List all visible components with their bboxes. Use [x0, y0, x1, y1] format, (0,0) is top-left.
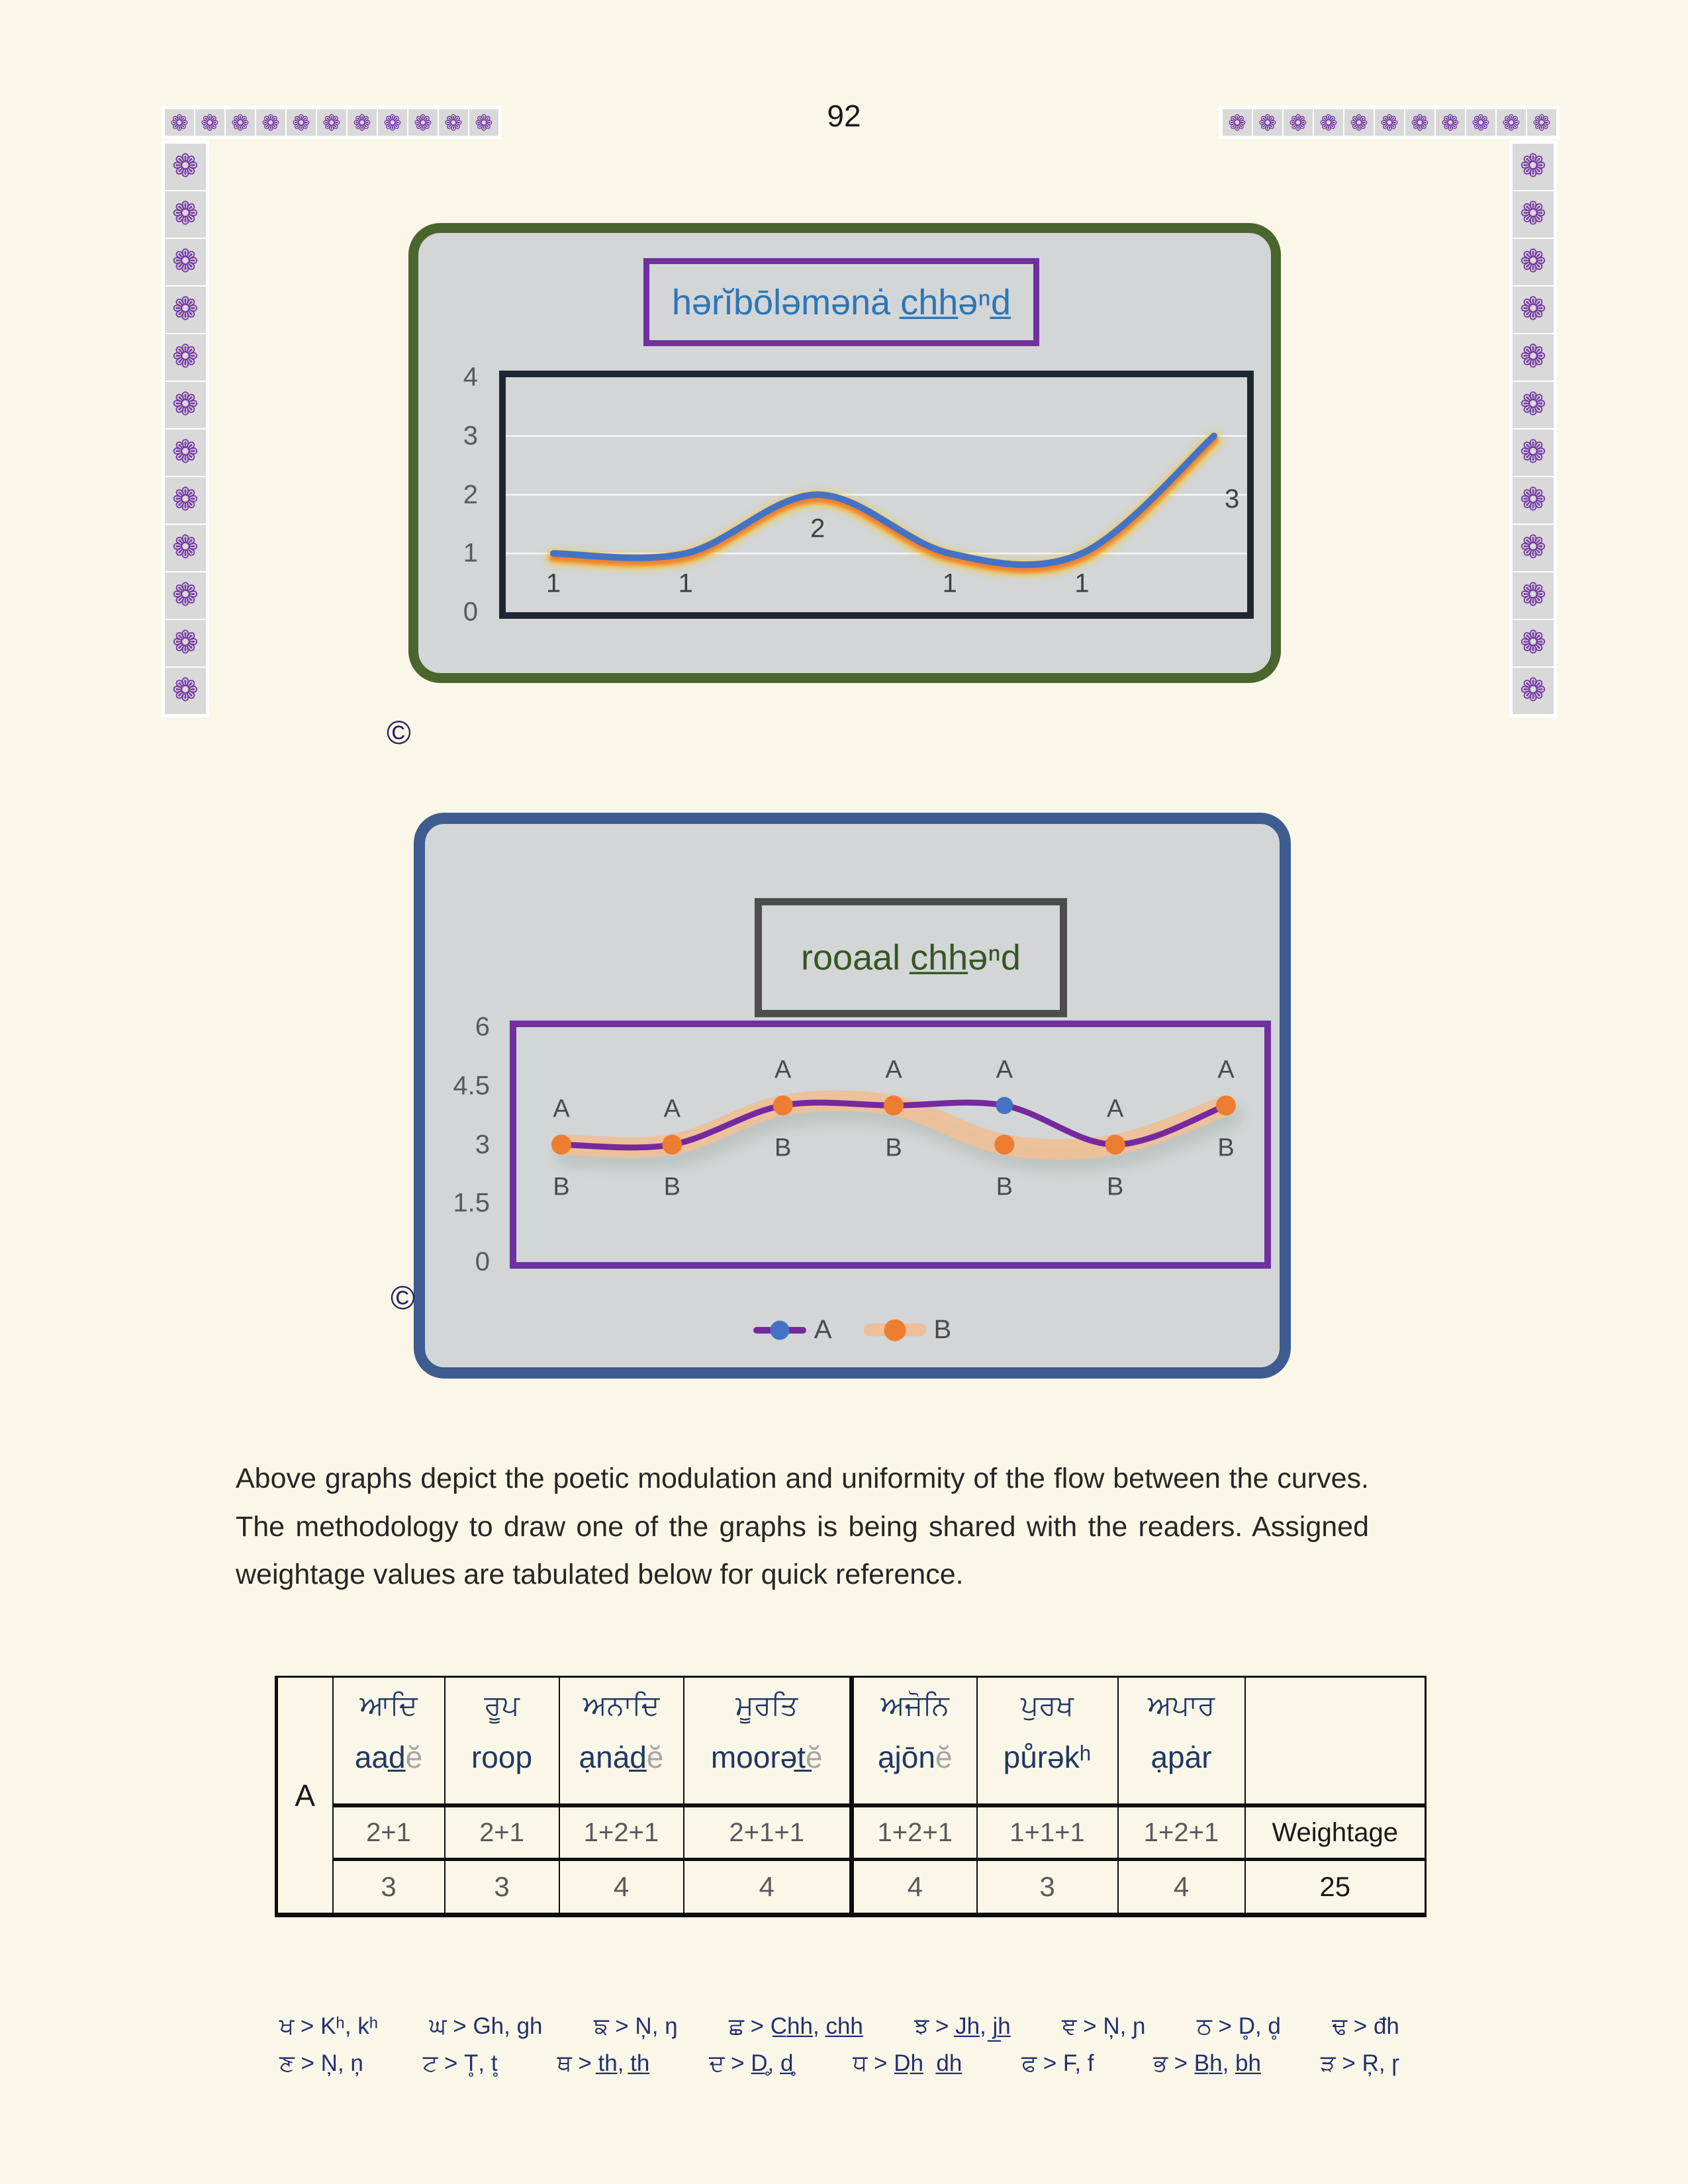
flower-icon: ❁ — [348, 109, 377, 136]
flower-icon: ❁ — [165, 109, 194, 136]
key-entry: ਦ > D̲̥, d̲̥ — [709, 2050, 794, 2076]
weight-expression: 2+1 — [445, 1805, 559, 1860]
flower-icon: ❁ — [1513, 620, 1554, 666]
copyright-symbol: © — [387, 714, 411, 751]
weightage-label: Weightage — [1245, 1805, 1426, 1860]
key-entry: ਙ > N̦, ŋ — [593, 2013, 678, 2039]
gurmukhi-word: ਅਪਾਰ — [1147, 1690, 1215, 1721]
weight-value: 3 — [333, 1860, 445, 1915]
gurmukhi-word: ਪੁਰਖ — [1021, 1690, 1074, 1721]
legend-label-b: B — [933, 1315, 952, 1344]
data-label: 3 — [1225, 484, 1240, 514]
weight-value: 4 — [684, 1860, 852, 1915]
flower-icon: ❁ — [165, 525, 206, 571]
series-glow-inner — [553, 440, 1214, 569]
transliteration: roop — [471, 1740, 533, 1774]
y-axis-tick-label: 0 — [463, 597, 478, 627]
flower-icon: ❁ — [1497, 109, 1526, 136]
legend-item-b — [864, 1315, 952, 1345]
flower-icon: ❁ — [1513, 191, 1554, 238]
series-a-label: A — [885, 1056, 902, 1084]
flower-icon: ❁ — [1513, 668, 1554, 714]
table-header-cell — [977, 1677, 1118, 1806]
chart1-title: hərĭbōləmənȧ c̲h̲h̲əⁿd̲ — [671, 282, 1011, 322]
transliteration: ạnȧd̲ — [579, 1740, 647, 1774]
series-b-label: B — [885, 1134, 902, 1162]
y-axis-tick-label: 4.5 — [453, 1071, 490, 1101]
y-axis-tick-label: 3 — [463, 421, 478, 451]
series-line — [553, 436, 1214, 565]
flower-border-top-left — [162, 106, 502, 139]
series-b-label: B — [1106, 1173, 1124, 1201]
weight-expression: 1+2+1 — [559, 1805, 684, 1860]
flower-icon: ❁ — [1513, 382, 1554, 428]
flower-border-top-right — [1219, 106, 1560, 139]
flower-icon: ❁ — [256, 109, 285, 136]
series-a-label: A — [1217, 1056, 1235, 1084]
flower-icon: ❁ — [1527, 109, 1556, 136]
y-axis-tick-label: 1 — [463, 538, 478, 568]
key-line-1 — [279, 2013, 1399, 2040]
y-axis-tick-label: 0 — [475, 1247, 490, 1277]
key-entry: ਧ > D̲h̲ d̲h̲ — [853, 2050, 962, 2076]
copyright-symbol: © — [391, 1279, 415, 1316]
weight-expression: 1+2+1 — [852, 1805, 977, 1860]
series-b-marker — [773, 1095, 793, 1115]
weight-expression: 1+2+1 — [1118, 1805, 1245, 1860]
key-entry: ਫ > F, f — [1021, 2050, 1094, 2076]
series-a-label: A — [1106, 1095, 1124, 1123]
table-value-row — [277, 1860, 1426, 1915]
flower-icon: ❁ — [378, 109, 407, 136]
flower-icon: ❁ — [165, 334, 206, 381]
key-line-2 — [279, 2050, 1399, 2077]
chart1-y-axis — [418, 362, 487, 627]
legend-item-a — [753, 1315, 832, 1345]
series-b-label: B — [553, 1173, 570, 1201]
data-label: 2 — [810, 514, 825, 543]
key-entry: ਝ > J̲h̲, j̲h̲ — [914, 2013, 1011, 2039]
flower-icon: ❁ — [165, 668, 206, 714]
chart2-y-axis — [430, 1012, 499, 1277]
flower-icon: ❁ — [1513, 430, 1554, 476]
key-entry: ਥ > t̲h̲, t̲h̲ — [557, 2050, 650, 2076]
transliteration: půrəkʰ — [1003, 1740, 1092, 1774]
key-entry: ਟ > T̥, t̥ — [422, 2050, 498, 2076]
weight-value: 4 — [559, 1860, 684, 1915]
flower-icon: ❁ — [165, 287, 206, 333]
flower-icon: ❁ — [1513, 144, 1554, 190]
series-b-marker — [1105, 1135, 1125, 1155]
flower-icon: ❁ — [165, 477, 206, 523]
legend-label-a: A — [814, 1315, 832, 1344]
data-label: 1 — [942, 569, 957, 598]
legend-marker-a-icon — [770, 1320, 789, 1340]
table-expression-row — [277, 1805, 1426, 1860]
weight-value: 4 — [1118, 1860, 1245, 1915]
flower-icon: ❁ — [1344, 109, 1374, 136]
weight-value: 3 — [445, 1860, 559, 1915]
transliteration: ạpȧr — [1150, 1740, 1212, 1774]
gurmukhi-word: ਮੂਰਤਿ — [735, 1690, 798, 1721]
flower-border-right — [1509, 140, 1557, 717]
chart2-title: rooaal c̲h̲h̲əⁿd — [801, 938, 1021, 978]
table-header-row — [277, 1677, 1426, 1806]
data-label: 1 — [678, 569, 693, 598]
gurmukhi-word: ਆਦਿ — [359, 1690, 418, 1721]
weight-value: 3 — [977, 1860, 1118, 1915]
key-entry: ਢ > đh — [1332, 2013, 1399, 2039]
flower-icon: ❁ — [408, 109, 438, 136]
key-entry: ਭ > B̲h̲, b̲h̲ — [1153, 2050, 1261, 2076]
data-label: 1 — [545, 569, 561, 598]
series-b-label: B — [774, 1134, 792, 1162]
flower-icon: ❁ — [1405, 109, 1434, 136]
y-axis-tick-label: 2 — [463, 480, 478, 509]
series-a-marker — [996, 1097, 1013, 1114]
flower-icon: ❁ — [165, 382, 206, 428]
flower-icon: ❁ — [1513, 287, 1554, 333]
table-header-cell — [559, 1677, 684, 1806]
transliteration-suffix: ĕ — [806, 1740, 823, 1774]
table-header-cell — [684, 1677, 852, 1806]
transliteration-key — [279, 2013, 1399, 2077]
chart2-plot-area — [510, 1021, 1271, 1269]
weight-expression: 2+1+1 — [684, 1805, 852, 1860]
y-axis-tick-label: 1.5 — [453, 1188, 490, 1218]
series-b-label: B — [1217, 1134, 1235, 1162]
legend-line-b-icon — [864, 1324, 926, 1336]
weight-value: 4 — [852, 1860, 977, 1915]
series-glow-outer — [553, 440, 1214, 569]
key-entry: ਘ > Gh, gh — [429, 2013, 543, 2039]
flower-icon: ❁ — [165, 191, 206, 238]
table-header-cell-empty — [1245, 1677, 1426, 1806]
key-entry: ਖ > Kʰ, kʰ — [279, 2013, 379, 2039]
chart1-canvas — [506, 377, 1247, 612]
key-entry: ਛ > C̲h̲h̲, c̲h̲h̲ — [728, 2013, 863, 2039]
table-header-cell — [445, 1677, 559, 1806]
flower-icon: ❁ — [287, 109, 316, 136]
y-axis-tick-label: 4 — [463, 362, 478, 392]
y-axis-tick-label: 6 — [475, 1012, 490, 1042]
legend-marker-b-icon — [884, 1319, 906, 1341]
gurmukhi-word: ਰੂਪ — [484, 1690, 520, 1721]
flower-icon: ❁ — [1253, 109, 1282, 136]
flower-icon: ❁ — [1314, 109, 1343, 136]
series-b-marker — [994, 1135, 1014, 1155]
flower-icon: ❁ — [469, 109, 498, 136]
flower-icon: ❁ — [1375, 109, 1404, 136]
chart2-title-box — [755, 898, 1067, 1017]
legend-line-a-icon — [753, 1327, 806, 1334]
key-entry: ਠ > D̥, d̥ — [1196, 2013, 1281, 2039]
data-label: 1 — [1074, 569, 1090, 598]
chart2-legend — [425, 1315, 1280, 1345]
flower-icon: ❁ — [165, 572, 206, 619]
flower-icon: ❁ — [317, 109, 346, 136]
flower-icon: ❁ — [165, 239, 206, 285]
series-b-marker — [1216, 1095, 1236, 1115]
flower-icon: ❁ — [1513, 477, 1554, 523]
series-b-label: B — [996, 1173, 1013, 1201]
flower-icon: ❁ — [1223, 109, 1252, 136]
table-header-cell — [852, 1677, 977, 1806]
flower-icon: ❁ — [226, 109, 255, 136]
key-entry: ੜ > R̦, ɼ — [1320, 2050, 1399, 2076]
chart1-card — [408, 223, 1281, 683]
flower-icon: ❁ — [1513, 572, 1554, 619]
weightage-total: 25 — [1245, 1860, 1426, 1915]
gurmukhi-word: ਅਜੋਨਿ — [880, 1690, 949, 1721]
weight-expression: 1+1+1 — [977, 1805, 1118, 1860]
series-a-label: A — [996, 1056, 1013, 1084]
flower-icon: ❁ — [1513, 525, 1554, 571]
transliteration: moorət̲ — [710, 1740, 806, 1774]
flower-border-left — [162, 140, 209, 717]
series-b-marker — [662, 1135, 682, 1155]
table-header-cell — [1118, 1677, 1245, 1806]
y-axis-tick-label: 3 — [475, 1130, 490, 1159]
transliteration: aad̲ — [354, 1740, 406, 1774]
chart1-plot-area — [499, 371, 1254, 619]
flower-icon: ❁ — [195, 109, 224, 136]
flower-icon: ❁ — [1513, 239, 1554, 285]
weight-expression: 2+1 — [333, 1805, 445, 1860]
series-b-marker — [551, 1135, 571, 1155]
transliteration-suffix: ĕ — [646, 1740, 664, 1774]
flower-icon: ❁ — [165, 430, 206, 476]
page-number: 92 — [827, 99, 861, 133]
body-paragraph: Above graphs depict the poetic modulation and uniformity of the flow between the curves. The methodology to draw one of the graphs is being shared with the readers. Assigned weightage values are tabulated below for quick reference. — [236, 1463, 1369, 1591]
weightage-table — [275, 1676, 1427, 1917]
transliteration-suffix: ĕ — [405, 1740, 423, 1774]
key-entry: ਣ > N̦, n̦ — [279, 2050, 363, 2076]
transliteration: ạjōn — [877, 1740, 935, 1774]
flower-icon: ❁ — [1513, 334, 1554, 381]
flower-icon: ❁ — [1284, 109, 1313, 136]
flower-icon: ❁ — [439, 109, 468, 136]
series-a-label: A — [774, 1056, 792, 1084]
series-a-label: A — [553, 1095, 570, 1123]
flower-icon: ❁ — [165, 620, 206, 666]
transliteration-suffix: ĕ — [935, 1740, 953, 1774]
gurmukhi-word: ਅਨਾਦਿ — [583, 1690, 660, 1721]
series-b-marker — [884, 1095, 904, 1115]
chart1-title-box — [643, 258, 1039, 346]
chart2-card — [414, 813, 1291, 1379]
key-entry: ਞ > N̦, ɲ — [1062, 2013, 1146, 2039]
table-header-cell — [333, 1677, 445, 1806]
series-b-label: B — [663, 1173, 681, 1201]
table-row-label: A — [277, 1677, 333, 1915]
flower-icon: ❁ — [165, 144, 206, 190]
flower-icon: ❁ — [1436, 109, 1465, 136]
series-a-label: A — [663, 1095, 681, 1123]
chart2-canvas — [516, 1027, 1264, 1262]
flower-icon: ❁ — [1466, 109, 1495, 136]
